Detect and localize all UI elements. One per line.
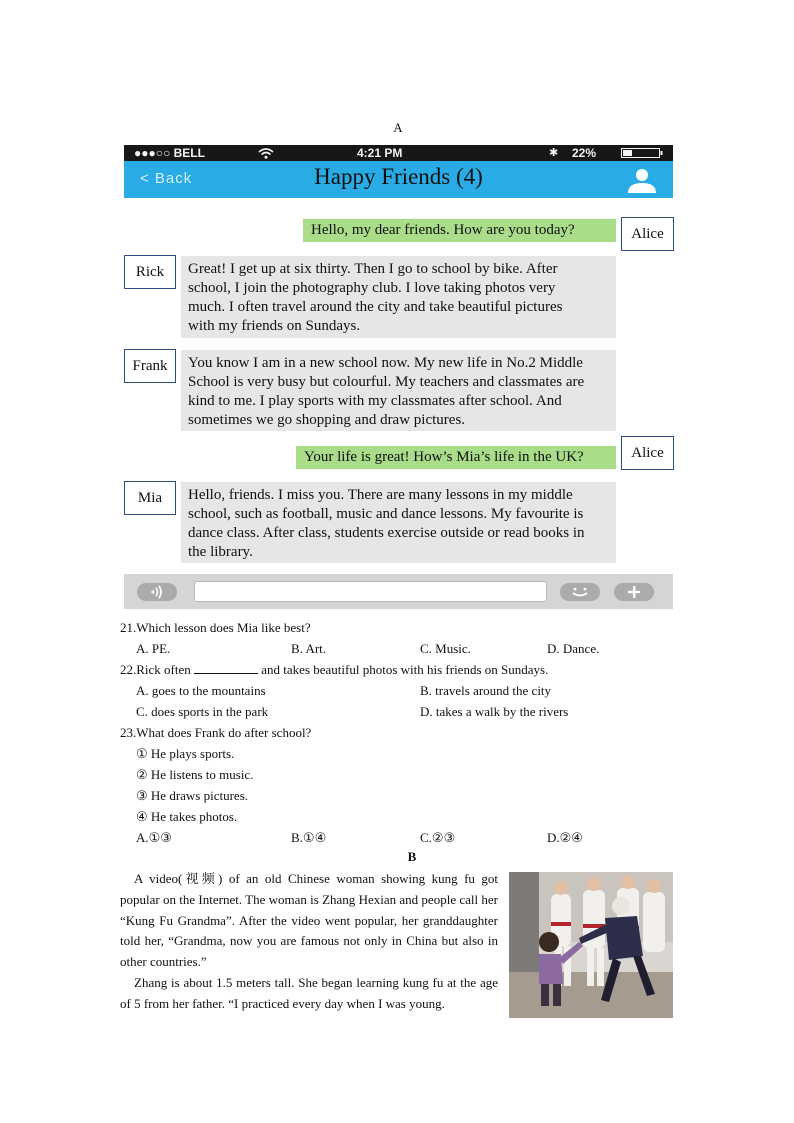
message-bubble-alice-2: Your life is great! How’s Mia’s life in the UK?	[296, 446, 616, 469]
q23-statement-4: ④ He takes photos.	[136, 809, 238, 824]
smiley-icon	[560, 583, 600, 601]
message-bubble-frank	[181, 350, 616, 431]
q23-option-c: C.②③	[420, 830, 456, 845]
section-b-label: B	[407, 849, 417, 864]
message-bubble-alice-1: Hello, my dear friends. How are you today?	[303, 219, 616, 242]
sender-name-alice-1: Alice	[621, 217, 674, 251]
back-button[interactable]: < Back	[140, 170, 193, 187]
message-line: School is very busy but colourful. My teachers and classmates are	[188, 374, 585, 390]
status-bar	[124, 145, 673, 161]
question-23-stem: 23.What does Frank do after school?	[120, 725, 312, 740]
battery-icon	[621, 148, 663, 158]
sender-name-frank: Frank	[124, 349, 176, 383]
q21-option-b: B. Art.	[291, 641, 327, 656]
q21-option-d: D. Dance.	[547, 641, 600, 656]
sender-name-rick: Rick	[124, 255, 176, 289]
sender-name-mia: Mia	[124, 481, 176, 515]
battery-percent: 22%	[572, 146, 597, 160]
emoji-button[interactable]	[560, 583, 600, 601]
status-time: 4:21 PM	[357, 146, 403, 160]
chat-input-bar	[124, 574, 673, 609]
reading-passage	[120, 869, 498, 1015]
message-line: with my friends on Sundays.	[188, 318, 361, 334]
carrier-signal: ●●●○○ BELL	[134, 146, 205, 160]
plus-icon	[614, 583, 654, 601]
q21-option-a: A. PE.	[136, 641, 171, 656]
q23-option-b: B.①④	[291, 830, 327, 845]
voice-icon	[137, 583, 177, 601]
answer-blank	[194, 662, 258, 674]
q22-option-d: D. takes a walk by the rivers	[420, 704, 569, 719]
message-bubble-rick	[181, 256, 616, 338]
message-line: sometimes we go shopping and draw pictures.	[188, 412, 466, 428]
q23-statement-3: ③ He draws pictures.	[136, 788, 249, 803]
q23-statement-1: ① He plays sports.	[136, 746, 235, 761]
q22-option-b: B. travels around the city	[420, 683, 552, 698]
message-line: kind to me. I play sports with my classmates after school. And	[188, 393, 562, 409]
message-line: much. I often travel around the city and take beautiful pictures	[188, 299, 563, 315]
q23-option-a: A.①③	[136, 830, 172, 845]
q23-option-d: D.②④	[547, 830, 583, 845]
question-22-stem	[120, 660, 548, 680]
sender-name-alice-2: Alice	[621, 436, 674, 470]
user-icon[interactable]	[625, 168, 659, 194]
message-line: Hello, friends. I miss you. There are many lessons in my middle	[188, 487, 573, 503]
voice-button[interactable]	[137, 583, 177, 601]
wifi-icon	[258, 148, 274, 159]
message-line: dance class. After class, students exercise outside or read books in	[188, 525, 585, 541]
message-bubble-mia	[181, 482, 616, 563]
section-a-label: A	[393, 120, 403, 135]
bluetooth-icon: ✱	[549, 147, 559, 159]
passage-paragraph: A video(视频) of an old Chinese woman showing kung fu got popular on the Internet. The woman is Zhang Hexian and people call her “Kung Fu Grandma”. After the video went popular, her granddaughter told her, “Grandma, now you are famous not only in China but also in other countries.”	[120, 871, 498, 970]
q22-option-a: A. goes to the mountains	[136, 683, 266, 698]
message-input[interactable]	[194, 581, 547, 602]
chat-title: Happy Friends (4)	[314, 164, 483, 189]
q22-stem-after: and takes beautiful photos with his friends on Sundays.	[261, 662, 549, 677]
passage-paragraph: Zhang is about 1.5 meters tall. She began learning kung fu at the age of 5 from her father. “I practiced every day when I was young.	[120, 974, 498, 1011]
message-line: school, such as football, music and dance lessons. My favourite is	[188, 506, 584, 522]
message-line: school, I join the photography club. I love taking photos very	[188, 280, 556, 296]
kung-fu-grandma-photo	[509, 872, 673, 1018]
chat-header	[124, 161, 673, 198]
message-line: Great! I get up at six thirty. Then I go to school by bike. After	[188, 261, 558, 277]
add-button[interactable]	[614, 583, 654, 601]
message-line: the library.	[188, 544, 253, 560]
q23-statement-2: ② He listens to music.	[136, 767, 254, 782]
q22-option-c: C. does sports in the park	[136, 704, 269, 719]
question-21-stem: 21.Which lesson does Mia like best?	[120, 620, 311, 635]
q22-stem-before: 22.Rick often	[120, 662, 191, 677]
q21-option-c: C. Music.	[420, 641, 471, 656]
message-line: You know I am in a new school now. My new life in No.2 Middle	[188, 355, 583, 371]
